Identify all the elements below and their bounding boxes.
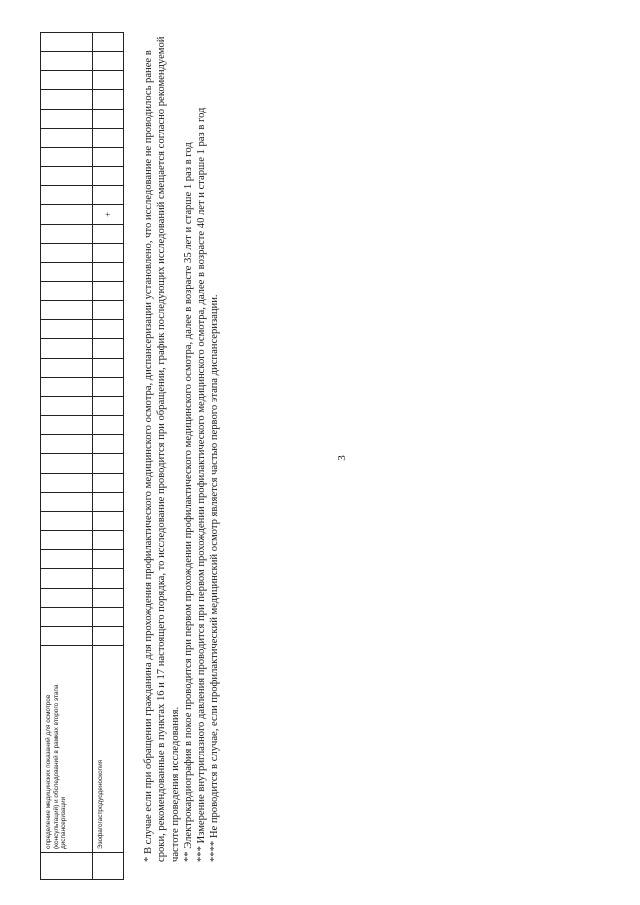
table-row	[41, 33, 93, 880]
table-cell	[41, 186, 93, 205]
screening-table	[40, 32, 124, 880]
footnote-1: * В случае если при обращении гражданина для прохождения профилактического медицинского осмотра, диспансеризации установлено, что исследование не проводилось ранее в сроки, рекомендованные в пунктах 16 и 17 настоящего порядка, то исследование проводится при обращении, график последующих исследований смещается согласно рекомендуемой частоте проведения исследования.	[143, 36, 181, 862]
table-cell	[41, 224, 93, 243]
table-cell	[93, 492, 124, 511]
table-cell	[93, 626, 124, 645]
table-cell	[93, 473, 124, 492]
table-cell	[93, 224, 124, 243]
table-cell	[41, 358, 93, 377]
table-cell	[41, 454, 93, 473]
table-cell	[41, 339, 93, 358]
page-number: 3	[336, 455, 348, 461]
row-number-cell	[93, 853, 124, 880]
table-cell	[41, 282, 93, 301]
row-number-cell	[41, 853, 93, 880]
table-cell	[93, 454, 124, 473]
table-cell	[93, 71, 124, 90]
table-cell	[93, 147, 124, 166]
footnote-4: **** Не проводится в случае, если профилактический медицинский осмотр является частью первого этапа диспансеризации.	[209, 294, 221, 862]
table-cell	[93, 377, 124, 396]
table-cell	[41, 109, 93, 128]
table-cell	[93, 33, 124, 52]
row-label: Эзофагогастродуоденоскопия	[93, 646, 124, 853]
table-cell	[41, 626, 93, 645]
table-cell	[93, 358, 124, 377]
table-cell	[93, 416, 124, 435]
table-cell	[93, 435, 124, 454]
table-cell	[41, 128, 93, 147]
table-cell	[93, 109, 124, 128]
table-cell	[41, 52, 93, 71]
table-cell	[41, 531, 93, 550]
row-label: определение медицинских показаний для осмотров (консультаций) и обследований в рамках второго этапа диспансеризации	[41, 646, 93, 853]
table-cell	[93, 320, 124, 339]
table-cell	[41, 301, 93, 320]
table-cell	[41, 435, 93, 454]
table-cell	[41, 320, 93, 339]
table-cell	[41, 473, 93, 492]
table-row	[93, 33, 124, 880]
table-cell	[93, 607, 124, 626]
footnote-3: *** Измерение внутриглазного давления проводится при первом прохождении профилактического медицинского осмотра, далее в возрасте 40 лет и старше 1 раз в год	[196, 107, 208, 862]
table-cell	[93, 301, 124, 320]
table-cell	[41, 569, 93, 588]
table-cell	[93, 396, 124, 415]
footnote-2: ** Электрокардиография в покое проводится при первом прохождении профилактического медицинского осмотра, далее в возрасте 35 лет и старше 1 раз в год	[182, 142, 194, 862]
table-cell	[41, 262, 93, 281]
mark-cell	[41, 205, 93, 224]
table-cell	[93, 531, 124, 550]
table-cell	[93, 243, 124, 262]
table-cell	[93, 262, 124, 281]
table-cell	[41, 492, 93, 511]
table-cell	[93, 511, 124, 530]
table-cell	[41, 607, 93, 626]
table-cell	[93, 90, 124, 109]
table-cell	[41, 588, 93, 607]
table-cell	[41, 416, 93, 435]
table-cell	[93, 550, 124, 569]
table-cell	[93, 569, 124, 588]
table-cell	[93, 282, 124, 301]
table-cell	[93, 339, 124, 358]
footnotes	[142, 22, 222, 862]
table-cell	[41, 396, 93, 415]
table-cell	[41, 511, 93, 530]
table-cell	[41, 550, 93, 569]
rotated-content	[10, 30, 610, 890]
table-cell	[41, 90, 93, 109]
table-cell	[41, 71, 93, 90]
table-cell	[93, 167, 124, 186]
table-cell	[93, 186, 124, 205]
table-cell	[41, 167, 93, 186]
mark-cell: +	[93, 205, 124, 224]
table-cell	[41, 377, 93, 396]
table-cell	[41, 147, 93, 166]
table-cell	[41, 33, 93, 52]
table-cell	[41, 243, 93, 262]
table-cell	[93, 588, 124, 607]
table-cell	[93, 52, 124, 71]
table-cell	[93, 128, 124, 147]
